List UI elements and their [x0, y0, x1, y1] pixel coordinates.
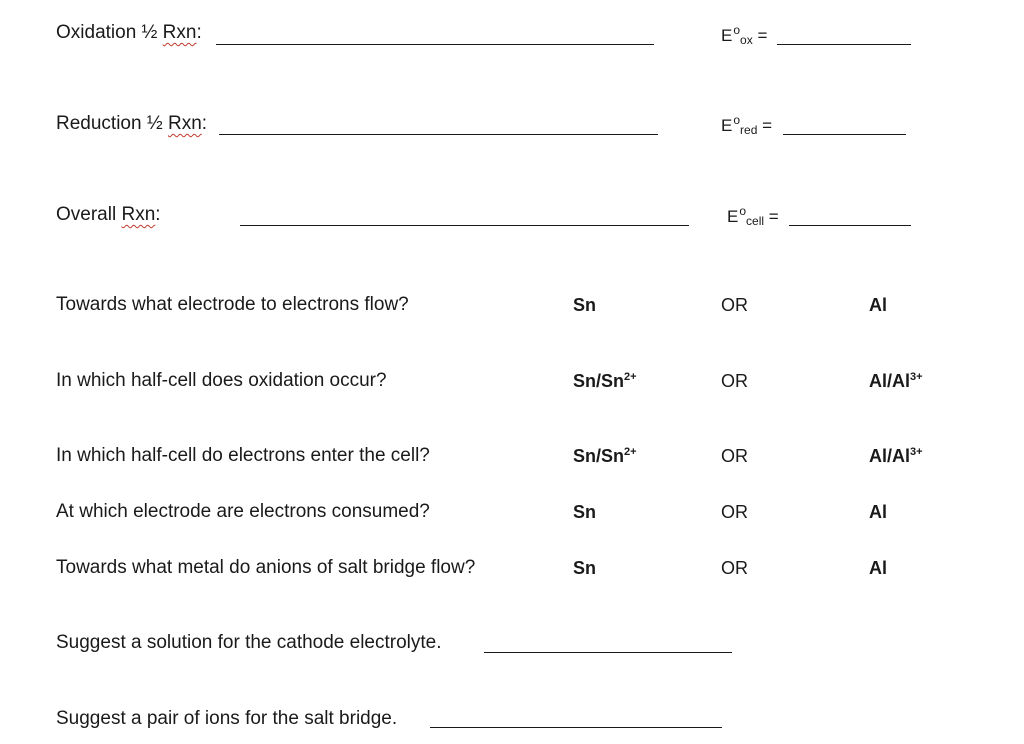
e-ox-answer-line[interactable] — [777, 44, 911, 45]
question-text: Towards what metal do anions of salt bridge flow? — [56, 557, 476, 578]
or-label: OR — [721, 446, 748, 466]
or-label: OR — [721, 502, 748, 522]
option-sn[interactable]: Sn — [573, 502, 597, 522]
cathode-electrolyte-answer-line[interactable] — [484, 652, 732, 653]
question-text: In which half-cell does oxidation occur? — [56, 370, 387, 391]
e-ox-label: $E^o_{ox}$ = — [721, 23, 768, 47]
e-red-answer-line[interactable] — [783, 134, 906, 135]
option-al[interactable]: Al — [869, 502, 887, 522]
salt-bridge-prompt: Suggest a pair of ions for the salt bridge. — [56, 708, 398, 729]
e-cell-label: $E^o_{cell}$ = — [727, 204, 779, 228]
cathode-electrolyte-prompt: Suggest a solution for the cathode electrolyte. — [56, 632, 442, 653]
e-cell-answer-line[interactable] — [789, 225, 911, 226]
or-label: OR — [721, 558, 748, 578]
question-text: At which electrode are electrons consumed? — [56, 501, 430, 522]
overall-answer-line[interactable] — [240, 225, 689, 226]
question-text: Towards what electrode to electrons flow? — [56, 294, 409, 315]
e-red-label: $E^o_{red}$ = — [721, 113, 773, 137]
overall-label: Overall Rxn: — [56, 204, 161, 225]
salt-bridge-answer-line[interactable] — [430, 727, 722, 728]
option-sn[interactable]: Sn — [573, 295, 597, 315]
reduction-label: Reduction ½ Rxn: — [56, 113, 208, 134]
option-al-half-cell[interactable]: $Al/Al^{3+}$ — [869, 371, 923, 391]
option-sn-half-cell[interactable]: $Sn/Sn^{2+}$ — [573, 446, 637, 466]
reduction-answer-line[interactable] — [219, 134, 658, 135]
question-text: In which half-cell do electrons enter the cell? — [56, 445, 430, 466]
or-label: OR — [721, 295, 748, 315]
or-label: OR — [721, 371, 748, 391]
oxidation-answer-line[interactable] — [216, 44, 654, 45]
option-sn-half-cell[interactable]: $Sn/Sn^{2+}$ — [573, 371, 637, 391]
option-al[interactable]: Al — [869, 295, 887, 315]
option-al-half-cell[interactable]: $Al/Al^{3+}$ — [869, 446, 923, 466]
option-al[interactable]: Al — [869, 558, 887, 578]
option-sn[interactable]: Sn — [573, 558, 597, 578]
oxidation-label: Oxidation ½ Rxn: — [56, 22, 202, 43]
